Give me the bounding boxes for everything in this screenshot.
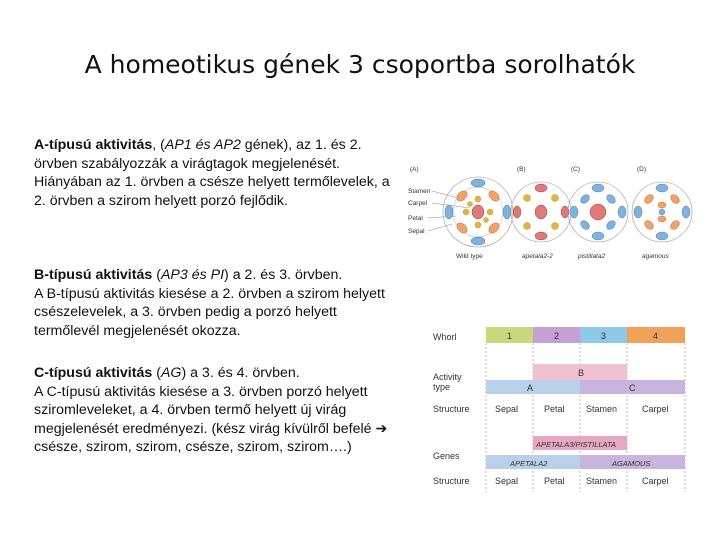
arrow-icon: ➔ bbox=[375, 420, 388, 437]
a-intro-2: gének), az 1. és 2. örvben szabályozzák a virágtagok megjelenését. bbox=[34, 137, 362, 172]
row-label-structure-1: Structure bbox=[433, 404, 470, 414]
structure-1-sepal: Sepal bbox=[495, 404, 519, 414]
gene-ap2-label: APETALA2 bbox=[510, 459, 548, 468]
c-intro-2: ) a 3. és 4. örvben. bbox=[181, 365, 300, 381]
activity-c-label: C bbox=[629, 383, 636, 393]
a-activity-body: Hiányában az 1. örvben a csésze helyett termőlevelek, a 2. örvben a szirom helyett porzó fejlődik. bbox=[34, 174, 390, 209]
structure-2-petal: Petal bbox=[544, 476, 565, 486]
flower-diagrams bbox=[408, 166, 692, 260]
gene-ag-label: AGAMOUS bbox=[612, 459, 651, 468]
c-gene-names: AG bbox=[160, 365, 182, 381]
row-label-genes: Genes bbox=[433, 451, 460, 461]
caption-apetala2: apetala2-2 bbox=[522, 253, 553, 260]
whorl-number-2: 2 bbox=[554, 331, 560, 341]
row-label-activity: Activity bbox=[433, 372, 462, 382]
activity-a-label: A bbox=[527, 383, 534, 393]
structure-1-carpel: Carpel bbox=[642, 404, 669, 414]
organ-label-petal: Petal bbox=[408, 215, 423, 222]
structure-1-petal: Petal bbox=[544, 404, 565, 414]
a-gene-names: AP1 és AP2 bbox=[164, 137, 241, 153]
panel-label-b: (B) bbox=[517, 166, 526, 173]
flower-apetala2 bbox=[511, 182, 571, 242]
b-intro-1: ( bbox=[152, 267, 161, 283]
gene-ap3-pi-label: APETALA3/PISTILLATA bbox=[536, 440, 617, 449]
flower-pistillata bbox=[568, 182, 628, 242]
c-activity-body: A C-típusú aktivitás kiesése a 3. örvben porzó helyett sziromleveleket, a 4. örvben termő helyett új virág megjelenését eredményezi. (kész virág kívülről befelé bbox=[34, 383, 376, 437]
caption-wild-type: Wild type bbox=[456, 253, 483, 260]
c-activity-heading: C-típusú aktivitás bbox=[34, 365, 153, 381]
b-activity-body: A B-típusú aktivitás kiesése a 2. örvben a szirom helyett csészelevelek, a 3. örvben pedig a porzó helyett termőlevél megjelenését okozza. bbox=[34, 285, 385, 339]
caption-agamous: agamous bbox=[642, 253, 669, 260]
activity-b-label: B bbox=[578, 368, 585, 378]
a-activity-heading: A-típusú aktivitás bbox=[34, 137, 153, 153]
b-gene-names: AP3 és PI bbox=[160, 267, 225, 283]
row-label-type: type bbox=[433, 382, 451, 392]
flower-agamous bbox=[632, 182, 692, 242]
c-intro-1: ( bbox=[152, 365, 161, 381]
structure-2-carpel: Carpel bbox=[642, 476, 669, 486]
organ-label-carpel: Carpel bbox=[408, 200, 428, 207]
b-intro-2: ) a 2. és 3. örvben. bbox=[224, 267, 343, 283]
c-activity-tail: csésze, szirom, szirom, csésze, szirom, szirom….) bbox=[34, 439, 352, 456]
row-label-structure-2: Structure bbox=[433, 476, 470, 486]
structure-2-stamen: Stamen bbox=[586, 476, 618, 486]
whorl-number-4: 4 bbox=[653, 331, 659, 341]
structure-2-sepal: Sepal bbox=[495, 476, 519, 486]
b-activity-heading: B-típusú aktivitás bbox=[34, 267, 153, 283]
organ-label-stamen: Stamen bbox=[408, 188, 431, 195]
whorl-number-1: 1 bbox=[507, 331, 513, 341]
a-intro-1: , ( bbox=[152, 137, 165, 153]
structure-1-stamen: Stamen bbox=[586, 404, 618, 414]
slide-title: A homeotikus gének 3 csoportba sorolhatók bbox=[84, 50, 636, 79]
flower-wild-type bbox=[443, 177, 513, 247]
abc-model-diagram bbox=[433, 327, 685, 492]
panel-label-a: (A) bbox=[410, 166, 419, 173]
whorl-number-3: 3 bbox=[601, 331, 607, 341]
row-label-whorl: Whorl bbox=[433, 332, 457, 342]
panel-label-c: (C) bbox=[571, 166, 581, 173]
organ-label-sepal: Sepal bbox=[408, 228, 425, 235]
caption-pistillata: pistillata2 bbox=[578, 253, 606, 260]
panel-label-d: (D) bbox=[637, 166, 647, 173]
